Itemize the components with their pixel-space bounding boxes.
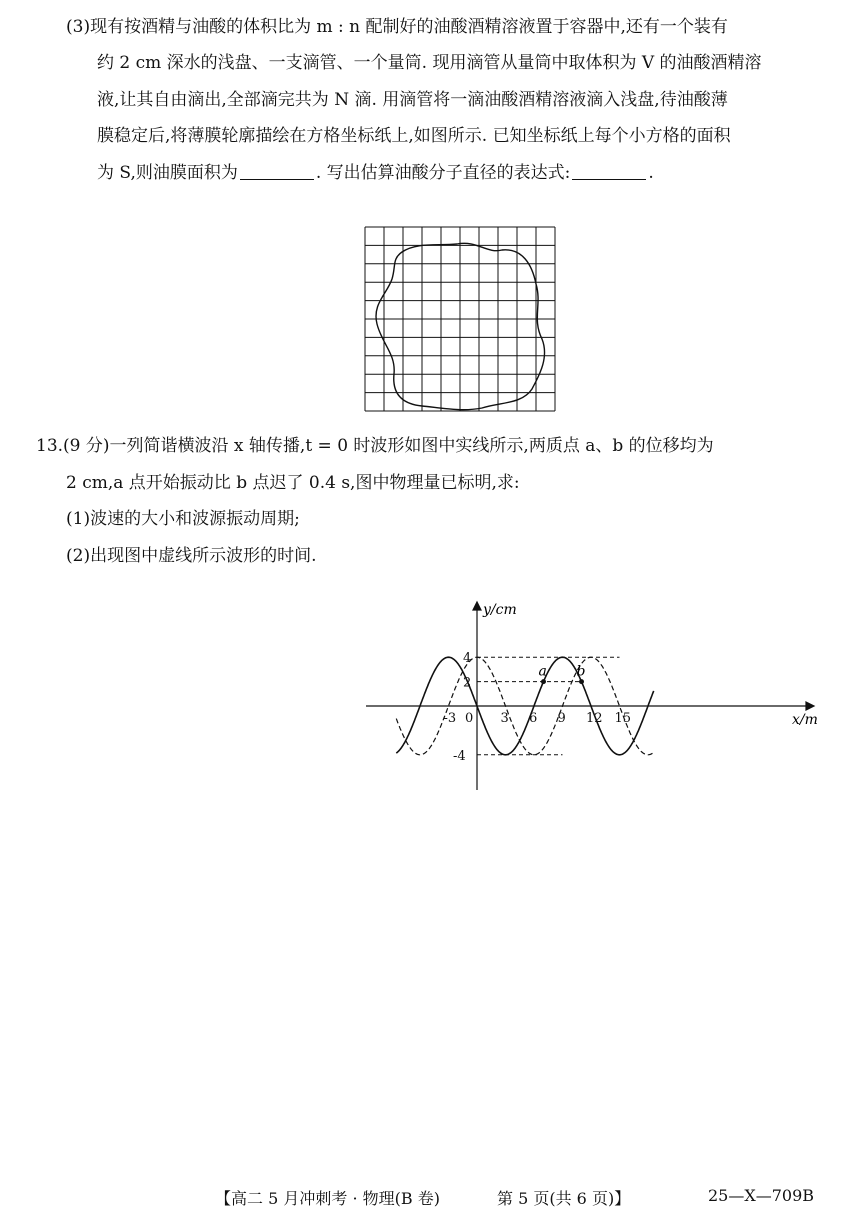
answer-blank-area	[240, 178, 314, 180]
q12-line-2: 约 2 cm 深水的浅盘、一支滴管、一个量筒. 现用滴管从量筒中取体积为 V 的油酸酒精溶	[97, 53, 762, 73]
answer-blank-diameter	[572, 178, 646, 180]
y-axis-label: y/cm	[483, 602, 517, 618]
oil-film-grid-figure	[362, 224, 558, 414]
labeled-points	[539, 664, 586, 685]
point-label-b: b	[576, 663, 586, 680]
footer-title: 【高二 5 月冲刺考 · 物理(B 卷)	[215, 1189, 440, 1208]
q12-line-5a: 为 S,则油膜面积为	[97, 163, 238, 183]
footer-code: 25—X—709B	[708, 1186, 815, 1205]
y-tick-label: -4	[453, 748, 466, 764]
q13-line-3: (1)波速的大小和波源振动周期;	[66, 509, 300, 529]
q12-line-5b: . 写出估算油酸分子直径的表达式:	[315, 163, 571, 183]
wave-axes	[366, 602, 814, 790]
q13-line-2: 2 cm,a 点开始振动比 b 点迟了 0.4 s,图中物理量已标明,求:	[66, 473, 520, 493]
x-axis-label: x/m	[792, 712, 818, 728]
q12-line-1: (3)现有按酒精与油酸的体积比为 m : n 配制好的油酸酒精溶液置于容器中,还有一个装有	[66, 17, 728, 37]
x-tick-label: 3	[500, 711, 509, 726]
q13-line-4: (2)出现图中虚线所示波形的时间.	[66, 546, 317, 566]
footer-page: 第 5 页(共 6 页)】	[497, 1189, 631, 1208]
y-tick-label: 4	[463, 651, 472, 667]
q12-line-5	[97, 158, 654, 183]
x-axis-arrow	[806, 702, 814, 710]
y-tick-label: 2	[463, 675, 472, 691]
point-b	[579, 679, 584, 684]
q12-line-5c: .	[648, 163, 654, 183]
point-label-a: a	[538, 663, 547, 680]
x-tick-label: 6	[529, 711, 538, 726]
y-axis-arrow	[473, 602, 481, 610]
x-tick-label: 9	[557, 711, 566, 726]
q12-line-3: 液,让其自由滴出,全部滴完共为 N 滴. 用滴管将一滴油酸酒精溶液滴入浅盘,待油酸薄	[97, 90, 728, 110]
x-tick-label: 15	[614, 711, 632, 726]
q13-line-1: 13.(9 分)一列简谐横波沿 x 轴传播,t = 0 时波形如图中实线所示,两质点 a、b 的位移均为	[36, 436, 714, 456]
x-tick-label: -3	[443, 711, 457, 726]
x-tick-label: 0	[465, 711, 474, 726]
point-a	[541, 679, 546, 684]
wave-figure	[366, 600, 826, 792]
x-tick-label: 12	[586, 711, 603, 726]
q12-line-4: 膜稳定后,将薄膜轮廓描绘在方格坐标纸上,如图所示. 已知坐标纸上每个小方格的面积	[97, 126, 731, 146]
